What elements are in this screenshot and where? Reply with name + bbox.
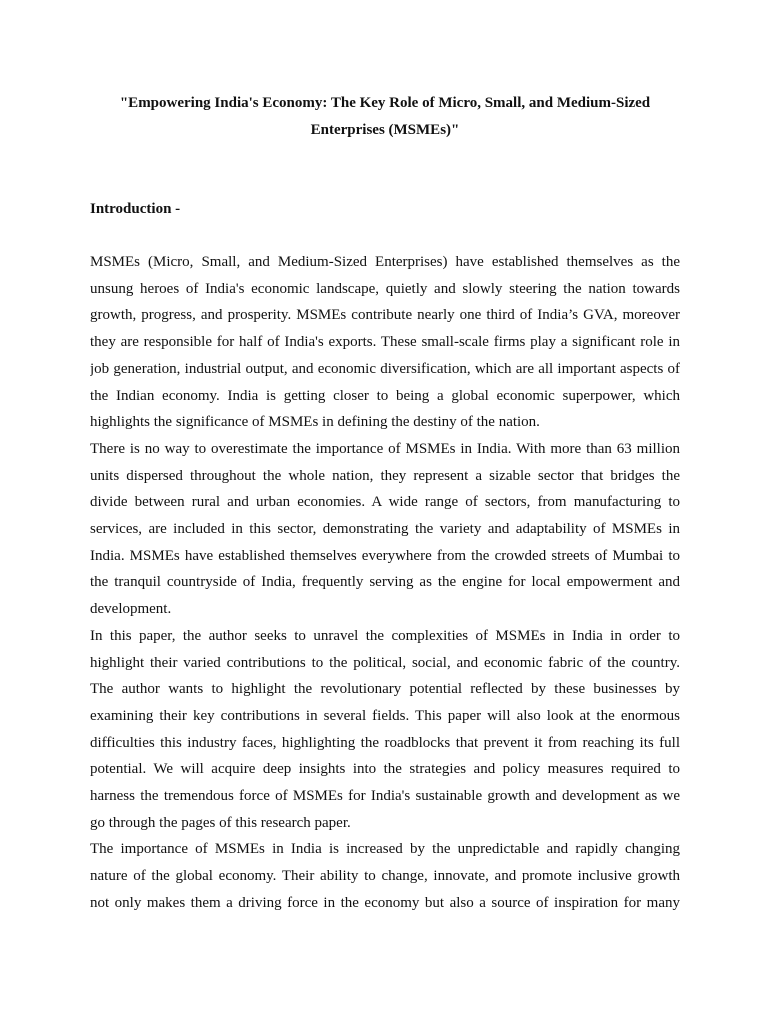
paragraph: [90, 249, 680, 436]
text-line: services, are included in this sector, demonstrating the variety and adaptability of MSMEs in: [90, 521, 680, 538]
paragraph: [90, 836, 680, 916]
text-line: development.: [90, 601, 172, 618]
text-line: harness the tremendous force of MSMEs for India's sustainable growth and development as we: [90, 788, 680, 805]
text-line: The author wants to highlight the revolutionary potential reflected by these businesses by: [90, 681, 680, 698]
text-line: highlight their varied contributions to the political, social, and economic fabric of the country.: [90, 654, 680, 671]
text-line: difficulties this industry faces, highlighting the roadblocks that prevent it from reaching its full: [90, 734, 680, 751]
text-line: job generation, industrial output, and economic diversification, which are all important aspects of: [90, 360, 680, 377]
text-line: go through the pages of this research paper.: [90, 814, 351, 831]
text-line: There is no way to overestimate the importance of MSMEs in India. With more than 63 million: [90, 440, 680, 457]
text-line: the tranquil countryside of India, frequently serving as the engine for local empowerment and: [90, 574, 680, 591]
paragraph: [90, 623, 680, 837]
body-text: [90, 249, 680, 917]
text-line: unsung heroes of India's economic landscape, quietly and slowly steering the nation towards: [90, 280, 680, 297]
text-line: nature of the global economy. Their ability to change, innovate, and promote inclusive growth: [90, 868, 680, 885]
text-line: potential. We will acquire deep insights into the strategies and policy measures required to: [90, 761, 680, 778]
text-line: examining their key contributions in several fields. This paper will also look at the enormous: [90, 707, 680, 724]
text-line: they are responsible for half of India's exports. These small-scale firms play a significant role in: [90, 334, 680, 351]
text-line: the Indian economy. India is getting closer to being a global economic superpower, which: [90, 387, 680, 404]
text-line: In this paper, the author seeks to unravel the complexities of MSMEs in India in order to: [90, 627, 680, 644]
text-line: not only makes them a driving force in the economy but also a source of inspiration for many: [90, 894, 680, 911]
text-line: divide between rural and urban economies. A wide range of sectors, from manufacturing to: [90, 494, 680, 511]
text-line: India. MSMEs have established themselves everywhere from the crowded streets of Mumbai to: [90, 547, 680, 564]
text-line: units dispersed throughout the whole nation, they represent a sizable sector that bridges the: [90, 467, 680, 484]
title-line: "Empowering India's Economy: The Key Role of Micro, Small, and Medium-Sized: [119, 95, 651, 111]
text-line: The importance of MSMEs in India is increased by the unpredictable and rapidly changing: [90, 841, 680, 858]
text-line: highlights the significance of MSMEs in defining the destiny of the nation.: [90, 414, 540, 431]
section-heading: Introduction -: [90, 201, 181, 217]
paper-title: [90, 90, 680, 144]
title-line: Enterprises (MSMEs)": [310, 122, 460, 138]
paragraph: [90, 436, 680, 623]
text-line: MSMEs (Micro, Small, and Medium-Sized Enterprises) have established themselves as the: [90, 254, 680, 270]
text-line: growth, progress, and prosperity. MSMEs contribute nearly one third of India’s GVA, moreover: [90, 307, 680, 324]
